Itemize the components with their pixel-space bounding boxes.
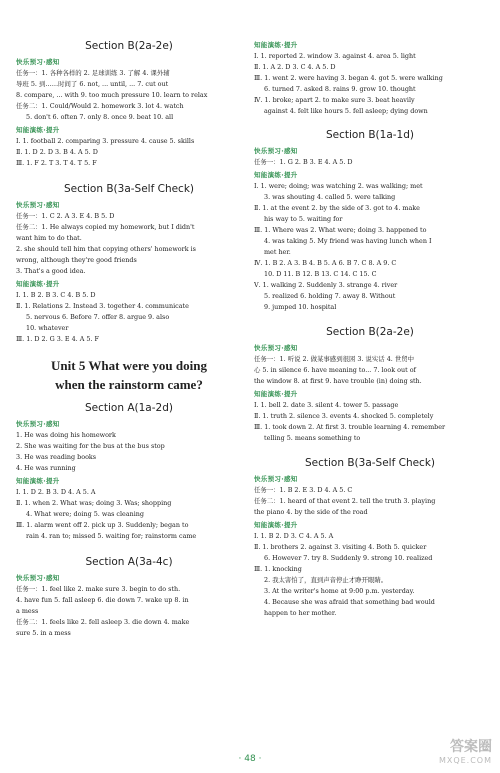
answer-line: Ⅳ. 1. B 2. A 3. B 4. B 5. A 6. B 7. C 8. A 9. C bbox=[254, 259, 397, 267]
answer-line: 4. have fun 5. fall asleep 6. die down 7. wake up 8. in bbox=[16, 596, 189, 604]
answer-line: met her. bbox=[264, 248, 291, 256]
answer-line: telling 5. means something to bbox=[264, 434, 361, 442]
answer-line: Ⅰ. 1. football 2. comparing 3. pressure 4. cause 5. skills bbox=[16, 137, 195, 145]
answer-line: Ⅲ. 1. took down 2. At first 3. trouble learning 4. remember bbox=[254, 423, 446, 431]
answer-line: 5. don't 6. often 7. only 8. once 9. beat 10. all bbox=[26, 113, 174, 121]
section-tag: 知能演练·提升 bbox=[254, 41, 298, 49]
unit-title-line: when the rainstorm came? bbox=[55, 377, 203, 392]
answer-line: wrong, although they're good friends bbox=[16, 256, 137, 264]
answer-line: Ⅰ. 1. reported 2. window 3. against 4. area 5. light bbox=[254, 52, 416, 60]
answer-line: 任务二：1. heard of that event 2. tell the truth 3. playing bbox=[254, 497, 436, 505]
answer-line: 3. He was reading books bbox=[16, 453, 97, 461]
answer-line: Ⅱ. 1. A 2. D 3. C 4. A 5. D bbox=[254, 63, 336, 71]
answer-line: the window 8. at first 9. have trouble (in) doing sth. bbox=[254, 377, 422, 385]
answer-line: Ⅰ. 1. B 2. D 3. C 4. A 5. A bbox=[254, 532, 334, 540]
answer-line: 2. 我太害怕了，直到声音停止才睁开眼睛。 bbox=[264, 576, 388, 584]
section-tag: 知能演练·提升 bbox=[16, 280, 60, 288]
section-tag: 知能演练·提升 bbox=[254, 390, 298, 398]
section-tag: 知能演练·提升 bbox=[254, 521, 298, 529]
answer-line: want him to do that. bbox=[16, 234, 82, 242]
answer-line: 3. That's a good idea. bbox=[16, 267, 86, 275]
answer-line: the piano 4. by the side of the road bbox=[254, 508, 368, 516]
section-title: Section B(3a-Self Check) bbox=[304, 457, 436, 469]
answer-line: Ⅱ. 1. brothers 2. against 3. visiting 4. Both 5. quicker bbox=[254, 543, 427, 551]
answer-line: Ⅱ. 1. D 2. D 3. B 4. A 5. D bbox=[16, 148, 98, 156]
answer-line: 4. He was running bbox=[16, 464, 76, 472]
answer-line: 3. was shouting 4. called 5. were talking bbox=[264, 193, 396, 201]
section-tag: 快乐预习·感知 bbox=[16, 574, 60, 582]
answer-line: 6. However 7. try 8. Suddenly 9. strong 10. realized bbox=[264, 554, 433, 562]
answer-line: against 4. felt like hours 5. fell asleep; dying down bbox=[264, 107, 428, 115]
section-tag: 快乐预习·感知 bbox=[254, 475, 298, 483]
answer-line: his way to 5. waiting for bbox=[264, 215, 343, 223]
watermark-domain: MXQE.COM bbox=[438, 756, 492, 765]
answer-line: Ⅲ. 1. D 2. G 3. E 4. A 5. F bbox=[16, 335, 99, 343]
answer-line: Ⅱ. 1. when 2. What was; doing 3. Was; shopping bbox=[16, 499, 172, 507]
section-tag: 快乐预习·感知 bbox=[16, 420, 60, 428]
answer-line: 5. nervous 6. Before 7. offer 8. argue 9. also bbox=[26, 313, 170, 321]
answer-line: Ⅰ. 1. D 2. B 3. D 4. A 5. A bbox=[16, 488, 96, 496]
answer-line: a mess bbox=[16, 607, 39, 615]
answer-line: Ⅳ. 1. broke; apart 2. to make sure 3. beat heavily bbox=[254, 96, 415, 104]
section-tag: 知能演练·提升 bbox=[16, 126, 60, 134]
answer-line: 5. realized 6. holding 7. away 8. Without bbox=[264, 292, 396, 300]
answer-line: 4. was taking 5. My friend was having lunch when I bbox=[264, 237, 432, 245]
answer-line: sure 5. in a mess bbox=[16, 629, 71, 637]
section-tag: 快乐预习·感知 bbox=[254, 344, 298, 352]
section-title: Section B(2a-2e) bbox=[326, 326, 414, 338]
answer-line: Ⅲ. 1. Where was 2. What were; doing 3. happened to bbox=[254, 226, 427, 234]
answer-line: 9. jumped 10. hospital bbox=[264, 303, 337, 311]
answer-line: 8. compare, ... with 9. too much pressure 10. learn to relax bbox=[16, 91, 208, 99]
answer-line: 心 5. in silence 6. have meaning to... 7. look out of bbox=[254, 366, 416, 374]
answer-line: Ⅲ. 1. F 2. T 3. T 4. T 5. F bbox=[16, 159, 97, 167]
answer-line: 任务一：1. 听说 2. 做某事感到很困 3. 说实话 4. 世贸中 bbox=[254, 355, 415, 363]
watermark-text: 答案圈 bbox=[450, 739, 492, 755]
section-tag: 快乐预习·感知 bbox=[254, 147, 298, 155]
section-tag: 知能演练·提升 bbox=[254, 171, 298, 179]
answer-line: Ⅰ. 1. B 2. B 3. C 4. B 5. D bbox=[16, 291, 96, 299]
answer-line: Ⅱ. 1. Relations 2. Instead 3. together 4. communicate bbox=[16, 302, 189, 310]
unit-title-line: Unit 5 What were you doing bbox=[51, 358, 207, 373]
answer-line: 2. she should tell him that copying others' homework is bbox=[16, 245, 196, 253]
answer-line: 任务二：1. Could/Would 2. homework 3. lot 4. watch bbox=[16, 102, 184, 110]
page-number: · 48 · bbox=[238, 754, 262, 764]
answer-line: Ⅴ. 1. walking 2. Suddenly 3. strange 4. river bbox=[254, 281, 398, 289]
answer-line: rain 4. ran to; missed 5. waiting for; rainstorm came bbox=[26, 532, 197, 540]
answer-line: 1. He was doing his homework bbox=[16, 431, 116, 439]
answer-line: Ⅱ. 1. truth 2. silence 3. events 4. shocked 5. completely bbox=[254, 412, 434, 420]
section-title: Section A(3a-4c) bbox=[85, 556, 173, 568]
answer-line: 导班 5. 到……时间了 6. not, ... until, ... 7. cut out bbox=[16, 80, 169, 88]
answer-line: 10. whatever bbox=[26, 324, 69, 332]
answer-line: Ⅰ. 1. bell 2. date 3. silent 4. tower 5. passage bbox=[254, 401, 399, 409]
answer-line: 任务二：1. He always copied my homework, but I didn't bbox=[16, 223, 195, 231]
section-title: Section B(1a-1d) bbox=[326, 129, 414, 141]
answer-line: 任务二：1. feels like 2. fell asleep 3. die down 4. make bbox=[16, 618, 190, 626]
answer-line: 3. At the writer's home at 9:00 p.m. yesterday. bbox=[264, 587, 415, 595]
answer-line: Ⅲ. 1. alarm went off 2. pick up 3. Suddenly; began to bbox=[16, 521, 189, 529]
answer-line: 任务一：1. B 2. E 3. D 4. A 5. C bbox=[254, 486, 353, 494]
answer-line: 任务一：1. G 2. B 3. E 4. A 5. D bbox=[254, 158, 353, 166]
answer-line: Ⅲ. 1. knocking bbox=[254, 565, 302, 573]
answer-line: Ⅰ. 1. were; doing; was watching 2. was walking; met bbox=[254, 182, 423, 190]
answer-line: 4. Because she was afraid that something bad would bbox=[264, 598, 435, 606]
answer-line: 2. She was waiting for the bus at the bus stop bbox=[16, 442, 165, 450]
section-tag: 快乐预习·感知 bbox=[16, 58, 60, 66]
answer-line: 10. D 11. B 12. B 13. C 14. C 15. C bbox=[264, 270, 377, 278]
answer-line: happen to her mother. bbox=[264, 609, 337, 617]
answer-line: Ⅱ. 1. at the event 2. by the side of 3. got to 4. make bbox=[254, 204, 420, 212]
answer-line: 任务一：1. feel like 2. make sure 3. begin to do sth. bbox=[16, 585, 181, 593]
answer-line: Ⅲ. 1. went 2. were having 3. began 4. got 5. were walking bbox=[254, 74, 443, 82]
section-title: Section B(3a-Self Check) bbox=[63, 183, 195, 195]
answer-line: 6. turned 7. asked 8. rains 9. grow 10. thought bbox=[264, 85, 416, 93]
section-title: Section A(1a-2d) bbox=[85, 402, 173, 414]
watermark-logo bbox=[439, 740, 492, 768]
section-tag: 知能演练·提升 bbox=[16, 477, 60, 485]
section-title: Section B(2a-2e) bbox=[85, 40, 173, 52]
answer-line: 任务一：1. C 2. A 3. E 4. B 5. D bbox=[16, 212, 115, 220]
answer-line: 任务一：1. 各种各样的 2. 足球训练 3. 了解 4. 课外辅 bbox=[16, 69, 170, 77]
section-tag: 快乐预习·感知 bbox=[16, 201, 60, 209]
answer-line: 4. What were; doing 5. was cleaning bbox=[26, 510, 145, 518]
